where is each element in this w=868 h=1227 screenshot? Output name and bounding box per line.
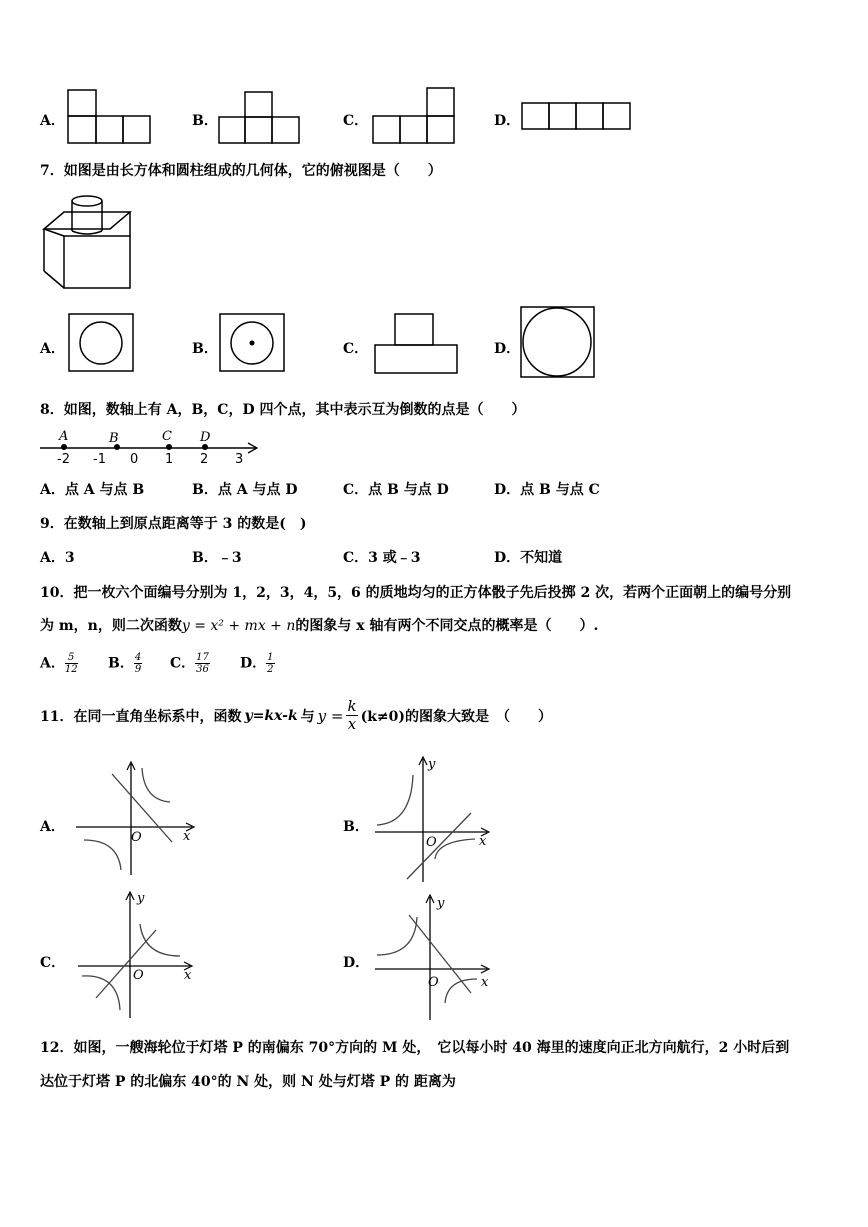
q10-option-d-fraction: $\frac{1}{2}$	[267, 652, 274, 675]
q6-option-a-label: A．	[40, 113, 65, 129]
q11-yeq: y =	[317, 706, 344, 725]
q7-solid-figure	[40, 193, 134, 291]
q8-option-d: D．点 B 与点 C	[494, 482, 600, 498]
q6-option-d-figure	[520, 101, 632, 131]
q11-question	[40, 698, 552, 733]
q7-option-c-label: C．	[343, 341, 369, 357]
q6-option-b-figure	[217, 90, 303, 146]
q7-option-d-label: D．	[494, 341, 521, 357]
q9-option-a: A．3	[40, 550, 75, 566]
q10-formula: y = x² + mx + n	[181, 618, 296, 634]
q11-pre: 11．在同一直角坐标系中，函数	[40, 708, 242, 725]
q12-question-line2: 达位于灯塔 P 的北偏东 40°的 N 处，则 N 处与灯塔 P 的 距离为	[40, 1074, 456, 1090]
q8-tick-label: -1	[93, 452, 106, 467]
q6-option-d-label: D．	[494, 113, 521, 129]
q8-tick-label: 1	[165, 452, 174, 467]
q9-option-b: B．﹣3	[192, 550, 242, 566]
q9-option-d: D．不知道	[494, 550, 563, 566]
q8-point-d: D	[200, 430, 211, 445]
q8-tick-label: -2	[57, 452, 70, 467]
q6-option-c-figure	[371, 86, 457, 146]
q11-c-origin: O	[133, 968, 144, 983]
q10-line2-post: 的图象与 x 轴有两个不同交点的概率是（ ）.	[295, 618, 599, 634]
q7-option-b-label: B．	[192, 341, 218, 357]
q7-option-d-figure	[520, 306, 596, 379]
q11-b-origin: O	[426, 835, 437, 850]
q12-question-line1: 12．如图，一艘海轮位于灯塔 P 的南偏东 70°方向的 M 处， 它以每小时 40 海里的速度向正北方向航行，2 小时后到	[40, 1040, 790, 1056]
q7-question: 7．如图是由长方体和圆柱组成的几何体，它的俯视图是（ ）	[40, 163, 442, 179]
q10-option-b	[108, 652, 142, 675]
q11-b-x-label: x	[479, 834, 487, 849]
q11-a-origin: O	[131, 830, 142, 845]
q10-option-a-label: A．	[40, 655, 65, 672]
q10-option-d-label: D．	[240, 655, 267, 672]
q6-option-a-figure	[66, 88, 152, 146]
q8-tick-label: 0	[130, 452, 139, 467]
q11-option-a-graph	[74, 760, 206, 878]
q8-question: 8．如图，数轴上有 A，B，C，D 四个点，其中表示互为倒数的点是（ ）	[40, 402, 526, 418]
q10-option-c-label: C．	[170, 655, 196, 672]
q8-option-c: C．点 B 与点 D	[343, 482, 449, 498]
q11-c-x-label: x	[184, 968, 192, 983]
q11-option-b-label: B．	[343, 819, 369, 835]
q8-option-a: A．点 A 与点 B	[40, 482, 145, 498]
q10-option-c	[170, 652, 210, 675]
q11-option-d-label: D．	[343, 955, 370, 971]
q11-d-origin: O	[428, 975, 439, 990]
q6-option-c-label: C．	[343, 113, 369, 129]
q11-d-y-label: y	[437, 896, 445, 911]
q8-point-c: C	[162, 429, 172, 444]
q11-post: (k≠0)的图象大致是 （ ）	[360, 708, 552, 725]
q11-option-c-graph	[76, 890, 198, 1022]
q11-k-over-x: $\frac{k}{x}$	[347, 697, 357, 733]
q11-option-d-graph	[373, 893, 495, 1023]
q11-d-x-label: x	[481, 975, 489, 990]
q11-func1: y=kx-k	[244, 707, 298, 724]
q8-tick-label: 3	[235, 452, 244, 467]
q8-point-b: B	[109, 431, 119, 446]
q6-option-b-label: B．	[192, 113, 218, 129]
q10-question-line1: 10．把一枚六个面编号分别为 1，2，3，4，5，6 的质地均匀的正方体骰子先后投掷 2 次，若两个正面朝上的编号分别	[40, 585, 792, 601]
q11-option-a-label: A．	[40, 819, 65, 835]
q10-option-a	[40, 652, 78, 675]
q11-option-c-label: C．	[40, 955, 66, 971]
q10-option-d	[240, 652, 275, 675]
q9-question: 9．在数轴上到原点距离等于 3 的数是( )	[40, 516, 307, 532]
q7-option-a-figure	[68, 313, 134, 373]
q11-b-y-label: y	[428, 757, 436, 772]
q11-a-x-label: x	[183, 829, 191, 844]
q11-option-b-graph	[373, 755, 495, 885]
q10-line2-pre: 为 m，n，则二次函数	[40, 618, 182, 634]
q10-option-b-label: B．	[108, 655, 134, 672]
q7-option-c-figure	[373, 313, 459, 375]
q7-option-b-figure	[219, 313, 285, 373]
q10-option-c-fraction: $\frac{17}{36}$	[196, 652, 209, 675]
q9-option-c: C．3 或﹣3	[343, 550, 421, 566]
q8-tick-label: 2	[200, 452, 209, 467]
q8-point-a: A	[59, 429, 69, 444]
q8-number-line	[38, 426, 262, 466]
q11-c-y-label: y	[137, 891, 145, 906]
q10-question-line2	[40, 615, 598, 635]
q11-mid: 与	[300, 708, 315, 725]
q8-option-b: B．点 A 与点 D	[192, 482, 298, 498]
q10-option-a-fraction: $\frac{5}{12}$	[64, 652, 78, 675]
q7-option-a-label: A．	[40, 341, 65, 357]
q10-option-b-fraction: $\frac{4}{9}$	[134, 652, 142, 675]
